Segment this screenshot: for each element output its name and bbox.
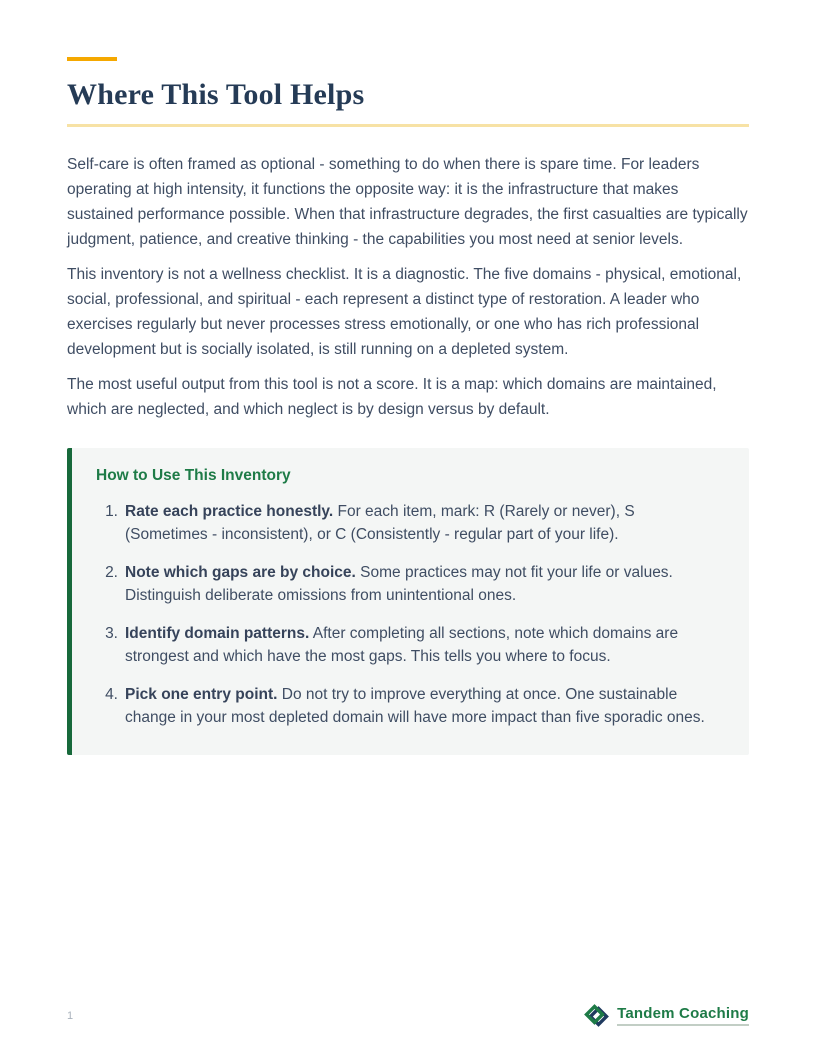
page-number: 1 [67, 1010, 74, 1022]
page-footer [67, 1000, 749, 1032]
item-lead: Identify domain patterns. [125, 625, 310, 642]
item-text: After completing all sections, note which domains are strongest and which have the most gaps. This tells you where to focus. [125, 625, 679, 665]
item-body [125, 622, 721, 668]
logo-link[interactable] [583, 1003, 749, 1029]
paragraph-self-care: Self-care is often framed as optional - something to do when there is spare time. For leaders operating at high intensity, it functions the opposite way: it is the infrastructure that makes sustained performance possible. When that infrastructure degrades, the first casualties are typically judgment, patience, and creative thinking - the capabilities you most need at senior levels. [67, 156, 748, 248]
item-lead: Rate each practice honestly. [125, 503, 334, 520]
item-body [125, 500, 721, 546]
item-number: 1. [105, 503, 118, 520]
list-item [96, 561, 721, 607]
callout-title: How to Use This Inventory [96, 467, 291, 484]
list-item [96, 500, 721, 546]
item-body [125, 561, 721, 607]
item-number: 3. [105, 625, 118, 642]
page-title: Where This Tool Helps [67, 78, 365, 111]
item-body [125, 683, 721, 729]
item-lead: Note which gaps are by choice. [125, 564, 356, 581]
title-rule [67, 124, 749, 127]
tandem-diamond-icon [583, 1003, 610, 1029]
item-number: 4. [105, 686, 118, 703]
callout-how-to-use [67, 448, 749, 755]
kicker-bar [67, 57, 117, 61]
paragraph-inventory-diagnostic: This inventory is not a wellness checklist. It is a diagnostic. The five domains - physical, emotional, social, professional, and spiritual - each represent a distinct type of restoration. A leader who exercises regularly but never processes stress emotionally, or one who has rich professional development but is socially isolated, is still running on a depleted system. [67, 266, 742, 358]
logo-text: Tandem Coaching [617, 1006, 749, 1027]
item-text: Some practices may not fit your life or values. Distinguish deliberate omissions from unintentional ones. [125, 564, 673, 604]
item-lead: Pick one entry point. [125, 686, 278, 703]
paragraph-useful-output: The most useful output from this tool is not a score. It is a map: which domains are maintained, which are neglected, and which neglect is by design versus by default. [67, 376, 717, 418]
item-text: For each item, mark: R (Rarely or never), S (Sometimes - inconsistent), or C (Consistently - regular part of your life). [125, 503, 635, 543]
list-item [96, 683, 721, 729]
instruction-list [96, 500, 721, 729]
list-item [96, 622, 721, 668]
item-number: 2. [105, 564, 118, 581]
item-text: Do not try to improve everything at once. One sustainable change in your most depleted domain will have more impact than five sporadic ones. [125, 686, 705, 726]
